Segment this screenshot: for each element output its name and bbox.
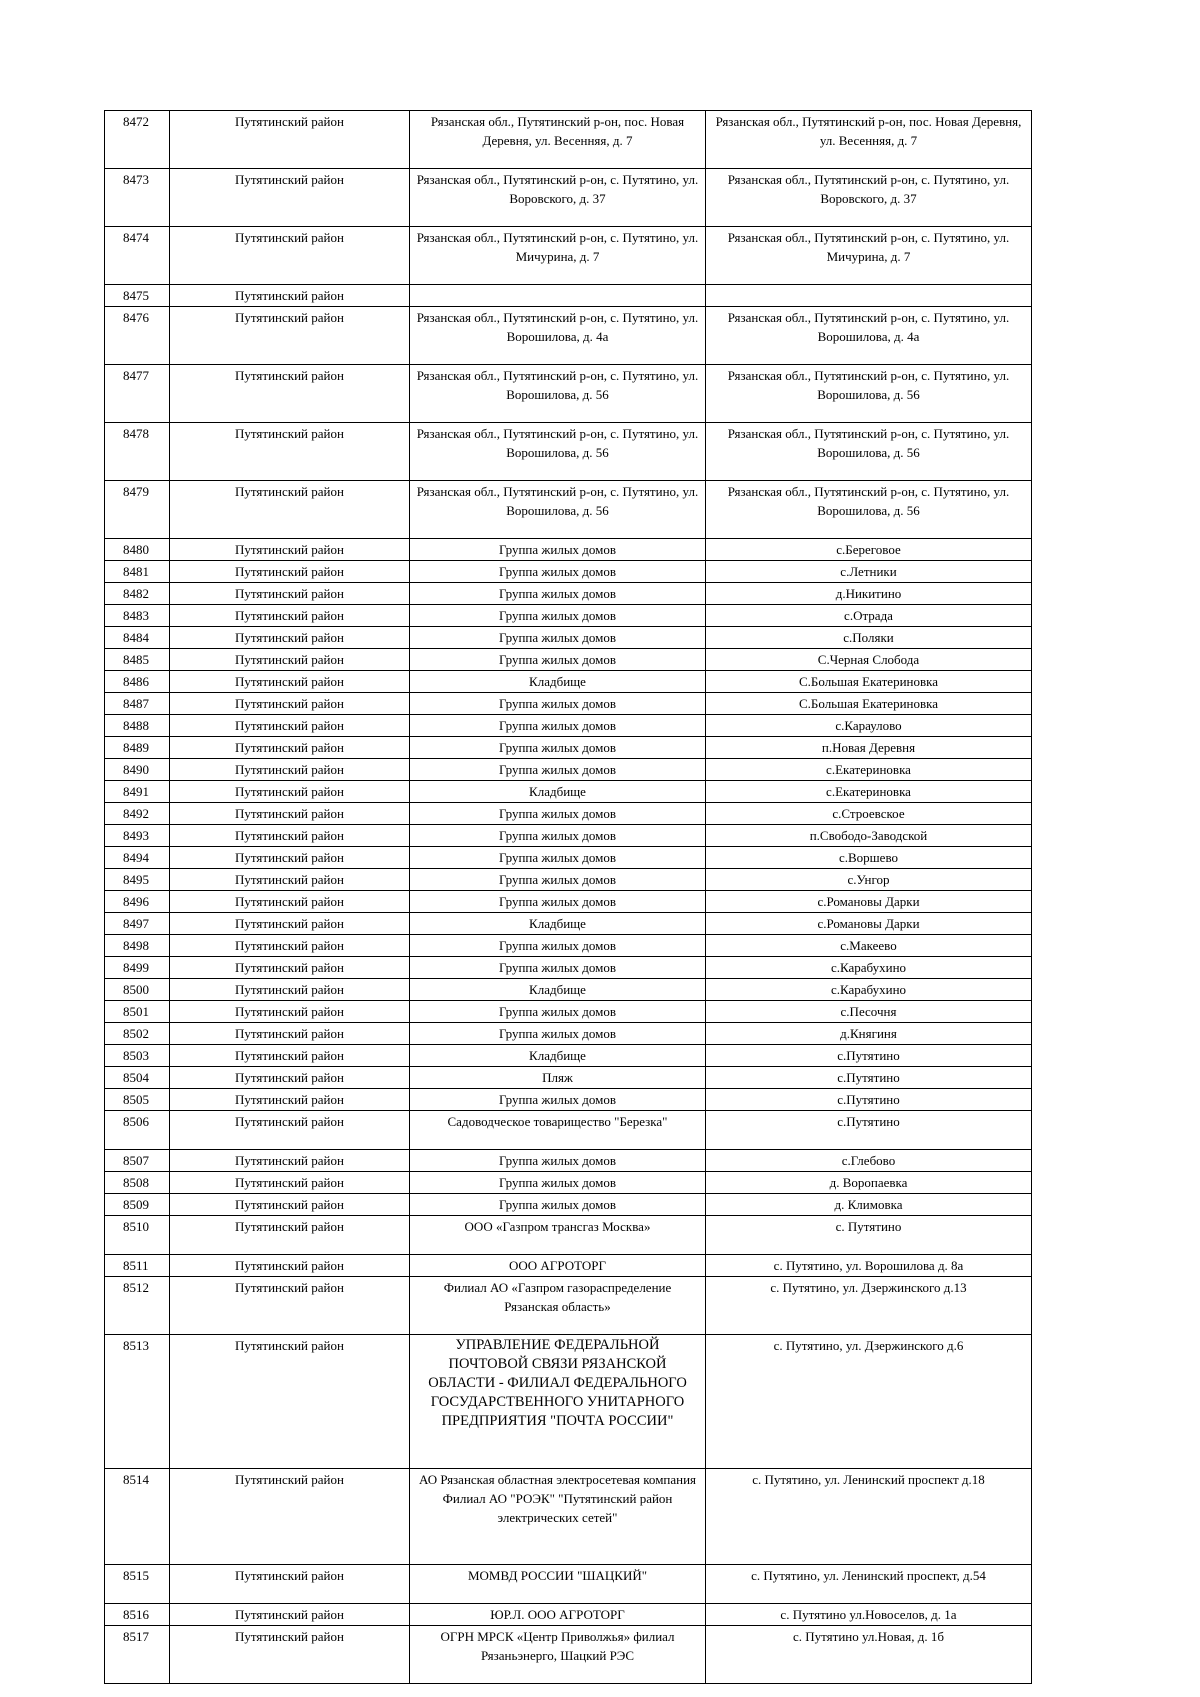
district-cell: Путятинский район: [170, 1001, 410, 1023]
address-cell: Рязанская обл., Путятинский р-он, с. Путятино, ул. Ворошилова, д. 4а: [706, 307, 1032, 365]
object-cell: ООО «Газпром трансгаз Москва»: [410, 1216, 706, 1255]
row-number-cell: 8482: [105, 583, 170, 605]
row-number-cell: 8510: [105, 1216, 170, 1255]
object-cell: УПРАВЛЕНИЕ ФЕДЕРАЛЬНОЙ ПОЧТОВОЙ СВЯЗИ РЯЗАНСКОЙ ОБЛАСТИ - ФИЛИАЛ ФЕДЕРАЛЬНОГО ГОСУДАРСТВЕННОГО УНИТАРНОГО ПРЕДПРИЯТИЯ "ПОЧТА РОССИИ": [410, 1335, 706, 1469]
district-cell: Путятинский район: [170, 627, 410, 649]
object-cell: ОГРН МРСК «Центр Приволжья» филиал Рязаньэнерго, Шацкий РЭС: [410, 1626, 706, 1684]
district-cell: Путятинский район: [170, 935, 410, 957]
row-number-cell: 8516: [105, 1604, 170, 1626]
table-row: [105, 935, 1032, 957]
table-row: [105, 803, 1032, 825]
row-number-cell: 8486: [105, 671, 170, 693]
object-cell: Рязанская обл., Путятинский р-он, с. Путятино, ул. Воровского, д. 37: [410, 169, 706, 227]
district-cell: Путятинский район: [170, 111, 410, 169]
row-number-cell: 8493: [105, 825, 170, 847]
address-cell: с.Карабухино: [706, 979, 1032, 1001]
row-number-cell: 8478: [105, 423, 170, 481]
table-row: [105, 671, 1032, 693]
address-cell: д.Княгиня: [706, 1023, 1032, 1045]
object-cell: Группа жилых домов: [410, 869, 706, 891]
district-cell: Путятинский район: [170, 1277, 410, 1335]
table-row: [105, 1469, 1032, 1565]
row-number-cell: 8503: [105, 1045, 170, 1067]
table-row: [105, 1335, 1032, 1469]
table-row: [105, 781, 1032, 803]
table-row: [105, 1277, 1032, 1335]
district-cell: Путятинский район: [170, 913, 410, 935]
row-number-cell: 8491: [105, 781, 170, 803]
district-cell: Путятинский район: [170, 481, 410, 539]
district-cell: Путятинский район: [170, 1150, 410, 1172]
address-cell: с. Путятино ул.Новоселов, д. 1а: [706, 1604, 1032, 1626]
object-cell: Рязанская обл., Путятинский р-он, пос. Новая Деревня, ул. Весенняя, д. 7: [410, 111, 706, 169]
object-cell: ООО АГРОТОРГ: [410, 1255, 706, 1277]
row-number-cell: 8500: [105, 979, 170, 1001]
object-cell: Группа жилых домов: [410, 1150, 706, 1172]
table-row: [105, 627, 1032, 649]
address-cell: с.Путятино: [706, 1089, 1032, 1111]
table-row: [105, 649, 1032, 671]
table-row: [105, 605, 1032, 627]
table-row: [105, 481, 1032, 539]
row-number-cell: 8498: [105, 935, 170, 957]
table-row: [105, 1172, 1032, 1194]
object-cell: Группа жилых домов: [410, 715, 706, 737]
table-row: [105, 1194, 1032, 1216]
district-cell: Путятинский район: [170, 737, 410, 759]
district-cell: Путятинский район: [170, 759, 410, 781]
row-number-cell: 8513: [105, 1335, 170, 1469]
address-cell: с.Романовы Дарки: [706, 913, 1032, 935]
district-cell: Путятинский район: [170, 869, 410, 891]
district-cell: Путятинский район: [170, 605, 410, 627]
table-row: [105, 1626, 1032, 1684]
object-cell: Группа жилых домов: [410, 539, 706, 561]
table-row: [105, 737, 1032, 759]
address-cell: с. Путятино, ул. Дзержинского д.6: [706, 1335, 1032, 1469]
row-number-cell: 8472: [105, 111, 170, 169]
table-row: [105, 1089, 1032, 1111]
district-cell: Путятинский район: [170, 1194, 410, 1216]
district-cell: Путятинский район: [170, 1023, 410, 1045]
district-cell: Путятинский район: [170, 803, 410, 825]
object-cell: Группа жилых домов: [410, 1001, 706, 1023]
object-cell: [410, 285, 706, 307]
address-cell: с. Путятино: [706, 1216, 1032, 1255]
address-cell: п.Свободо-Заводской: [706, 825, 1032, 847]
address-cell: Рязанская обл., Путятинский р-он, с. Путятино, ул. Ворошилова, д. 56: [706, 423, 1032, 481]
row-number-cell: 8512: [105, 1277, 170, 1335]
district-cell: Путятинский район: [170, 1565, 410, 1604]
address-cell: с.Путятино: [706, 1045, 1032, 1067]
address-cell: с.Екатериновка: [706, 781, 1032, 803]
row-number-cell: 8514: [105, 1469, 170, 1565]
address-cell: д. Воропаевка: [706, 1172, 1032, 1194]
address-cell: с.Береговое: [706, 539, 1032, 561]
object-cell: Кладбище: [410, 913, 706, 935]
address-cell: с.Глебово: [706, 1150, 1032, 1172]
object-cell: Группа жилых домов: [410, 1172, 706, 1194]
row-number-cell: 8496: [105, 891, 170, 913]
address-cell: Рязанская обл., Путятинский р-он, с. Путятино, ул. Ворошилова, д. 56: [706, 481, 1032, 539]
district-cell: Путятинский район: [170, 1172, 410, 1194]
row-number-cell: 8488: [105, 715, 170, 737]
address-cell: [706, 285, 1032, 307]
object-cell: Группа жилых домов: [410, 825, 706, 847]
address-cell: с.Воршево: [706, 847, 1032, 869]
row-number-cell: 8484: [105, 627, 170, 649]
table-row: [105, 1216, 1032, 1255]
row-number-cell: 8492: [105, 803, 170, 825]
district-cell: Путятинский район: [170, 539, 410, 561]
district-cell: Путятинский район: [170, 979, 410, 1001]
object-cell: Рязанская обл., Путятинский р-он, с. Путятино, ул. Ворошилова, д. 56: [410, 481, 706, 539]
district-cell: Путятинский район: [170, 561, 410, 583]
object-cell: Рязанская обл., Путятинский р-он, с. Путятино, ул. Ворошилова, д. 4а: [410, 307, 706, 365]
table-row: [105, 759, 1032, 781]
row-number-cell: 8502: [105, 1023, 170, 1045]
registry-table: [104, 110, 1032, 1684]
object-cell: Группа жилых домов: [410, 693, 706, 715]
table-row: [105, 1001, 1032, 1023]
row-number-cell: 8511: [105, 1255, 170, 1277]
address-cell: с.Песочня: [706, 1001, 1032, 1023]
district-cell: Путятинский район: [170, 715, 410, 737]
object-cell: Группа жилых домов: [410, 803, 706, 825]
table-row: [105, 979, 1032, 1001]
row-number-cell: 8509: [105, 1194, 170, 1216]
district-cell: Путятинский район: [170, 227, 410, 285]
address-cell: Рязанская обл., Путятинский р-он, с. Путятино, ул. Воровского, д. 37: [706, 169, 1032, 227]
address-cell: с.Путятино: [706, 1067, 1032, 1089]
table-row: [105, 1111, 1032, 1150]
address-cell: с.Караулово: [706, 715, 1032, 737]
address-cell: с.Унгор: [706, 869, 1032, 891]
row-number-cell: 8506: [105, 1111, 170, 1150]
table-row: [105, 169, 1032, 227]
district-cell: Путятинский район: [170, 1111, 410, 1150]
address-cell: с.Карабухино: [706, 957, 1032, 979]
district-cell: Путятинский район: [170, 1335, 410, 1469]
row-number-cell: 8489: [105, 737, 170, 759]
object-cell: Группа жилых домов: [410, 891, 706, 913]
table-row: [105, 111, 1032, 169]
table-row: [105, 913, 1032, 935]
table-row: [105, 583, 1032, 605]
row-number-cell: 8495: [105, 869, 170, 891]
table-row: [105, 1604, 1032, 1626]
object-cell: Рязанская обл., Путятинский р-он, с. Путятино, ул. Ворошилова, д. 56: [410, 423, 706, 481]
object-cell: Группа жилых домов: [410, 561, 706, 583]
object-cell: Группа жилых домов: [410, 1194, 706, 1216]
row-number-cell: 8475: [105, 285, 170, 307]
district-cell: Путятинский район: [170, 169, 410, 227]
table-row: [105, 423, 1032, 481]
address-cell: с.Романовы Дарки: [706, 891, 1032, 913]
object-cell: Садоводческое товарищество "Березка": [410, 1111, 706, 1150]
table-row: [105, 539, 1032, 561]
table-row: [105, 285, 1032, 307]
object-cell: Группа жилых домов: [410, 627, 706, 649]
district-cell: Путятинский район: [170, 1626, 410, 1684]
object-cell: Группа жилых домов: [410, 847, 706, 869]
row-number-cell: 8515: [105, 1565, 170, 1604]
address-cell: С.Большая Екатериновка: [706, 693, 1032, 715]
row-number-cell: 8507: [105, 1150, 170, 1172]
object-cell: Группа жилых домов: [410, 737, 706, 759]
row-number-cell: 8476: [105, 307, 170, 365]
address-cell: Рязанская обл., Путятинский р-он, пос. Новая Деревня, ул. Весенняя, д. 7: [706, 111, 1032, 169]
row-number-cell: 8490: [105, 759, 170, 781]
address-cell: д.Никитино: [706, 583, 1032, 605]
row-number-cell: 8485: [105, 649, 170, 671]
row-number-cell: 8474: [105, 227, 170, 285]
table-row: [105, 1045, 1032, 1067]
table-row: [105, 715, 1032, 737]
object-cell: МОМВД РОССИИ "ШАЦКИЙ": [410, 1565, 706, 1604]
address-cell: с. Путятино, ул. Дзержинского д.13: [706, 1277, 1032, 1335]
object-cell: Группа жилых домов: [410, 605, 706, 627]
district-cell: Путятинский район: [170, 671, 410, 693]
object-cell: Группа жилых домов: [410, 759, 706, 781]
table-row: [105, 1255, 1032, 1277]
district-cell: Путятинский район: [170, 307, 410, 365]
row-number-cell: 8505: [105, 1089, 170, 1111]
district-cell: Путятинский район: [170, 285, 410, 307]
object-cell: Рязанская обл., Путятинский р-он, с. Путятино, ул. Ворошилова, д. 56: [410, 365, 706, 423]
address-cell: с.Макеево: [706, 935, 1032, 957]
table-row: [105, 847, 1032, 869]
table-row: [105, 227, 1032, 285]
row-number-cell: 8479: [105, 481, 170, 539]
address-cell: д. Климовка: [706, 1194, 1032, 1216]
registry-body: [105, 111, 1032, 1684]
row-number-cell: 8494: [105, 847, 170, 869]
address-cell: Рязанская обл., Путятинский р-он, с. Путятино, ул. Мичурина, д. 7: [706, 227, 1032, 285]
address-cell: с.Отрада: [706, 605, 1032, 627]
district-cell: Путятинский район: [170, 847, 410, 869]
row-number-cell: 8501: [105, 1001, 170, 1023]
address-cell: с.Летники: [706, 561, 1032, 583]
table-row: [105, 825, 1032, 847]
district-cell: Путятинский район: [170, 781, 410, 803]
object-cell: Группа жилых домов: [410, 649, 706, 671]
table-row: [105, 693, 1032, 715]
address-cell: с.Поляки: [706, 627, 1032, 649]
object-cell: Группа жилых домов: [410, 935, 706, 957]
object-cell: Пляж: [410, 1067, 706, 1089]
table-row: [105, 957, 1032, 979]
district-cell: Путятинский район: [170, 825, 410, 847]
table-row: [105, 891, 1032, 913]
address-cell: с.Строевское: [706, 803, 1032, 825]
district-cell: Путятинский район: [170, 583, 410, 605]
row-number-cell: 8504: [105, 1067, 170, 1089]
table-row: [105, 561, 1032, 583]
row-number-cell: 8517: [105, 1626, 170, 1684]
address-cell: с. Путятино, ул. Ленинский проспект, д.54: [706, 1565, 1032, 1604]
table-row: [105, 1067, 1032, 1089]
address-cell: с. Путятино ул.Новая, д. 1б: [706, 1626, 1032, 1684]
district-cell: Путятинский район: [170, 1604, 410, 1626]
object-cell: Группа жилых домов: [410, 1089, 706, 1111]
district-cell: Путятинский район: [170, 1067, 410, 1089]
district-cell: Путятинский район: [170, 649, 410, 671]
table-row: [105, 307, 1032, 365]
object-cell: АО Рязанская областная электросетевая компания Филиал АО "РОЭК" "Путятинский район электрических сетей": [410, 1469, 706, 1565]
row-number-cell: 8480: [105, 539, 170, 561]
object-cell: Кладбище: [410, 781, 706, 803]
row-number-cell: 8487: [105, 693, 170, 715]
district-cell: Путятинский район: [170, 693, 410, 715]
row-number-cell: 8497: [105, 913, 170, 935]
row-number-cell: 8508: [105, 1172, 170, 1194]
row-number-cell: 8473: [105, 169, 170, 227]
table-row: [105, 1023, 1032, 1045]
table-row: [105, 869, 1032, 891]
address-cell: с. Путятино, ул. Ворошилова д. 8а: [706, 1255, 1032, 1277]
object-cell: Группа жилых домов: [410, 583, 706, 605]
address-cell: С.Большая Екатериновка: [706, 671, 1032, 693]
district-cell: Путятинский район: [170, 891, 410, 913]
table-row: [105, 365, 1032, 423]
address-cell: Рязанская обл., Путятинский р-он, с. Путятино, ул. Ворошилова, д. 56: [706, 365, 1032, 423]
row-number-cell: 8477: [105, 365, 170, 423]
table-row: [105, 1565, 1032, 1604]
row-number-cell: 8483: [105, 605, 170, 627]
object-cell: Филиал АО «Газпром газораспределение Рязанская область»: [410, 1277, 706, 1335]
district-cell: Путятинский район: [170, 957, 410, 979]
object-cell: Группа жилых домов: [410, 957, 706, 979]
address-cell: С.Черная Слобода: [706, 649, 1032, 671]
district-cell: Путятинский район: [170, 1216, 410, 1255]
object-cell: Кладбище: [410, 1045, 706, 1067]
address-cell: с. Путятино, ул. Ленинский проспект д.18: [706, 1469, 1032, 1565]
object-cell: Группа жилых домов: [410, 1023, 706, 1045]
row-number-cell: 8481: [105, 561, 170, 583]
object-cell: ЮР.Л. ООО АГРОТОРГ: [410, 1604, 706, 1626]
object-cell: Рязанская обл., Путятинский р-он, с. Путятино, ул. Мичурина, д. 7: [410, 227, 706, 285]
row-number-cell: 8499: [105, 957, 170, 979]
table-row: [105, 1150, 1032, 1172]
district-cell: Путятинский район: [170, 1255, 410, 1277]
district-cell: Путятинский район: [170, 1045, 410, 1067]
address-cell: с.Путятино: [706, 1111, 1032, 1150]
district-cell: Путятинский район: [170, 1469, 410, 1565]
object-cell: Кладбище: [410, 671, 706, 693]
district-cell: Путятинский район: [170, 365, 410, 423]
district-cell: Путятинский район: [170, 1089, 410, 1111]
district-cell: Путятинский район: [170, 423, 410, 481]
address-cell: с.Екатериновка: [706, 759, 1032, 781]
object-cell: Кладбище: [410, 979, 706, 1001]
address-cell: п.Новая Деревня: [706, 737, 1032, 759]
